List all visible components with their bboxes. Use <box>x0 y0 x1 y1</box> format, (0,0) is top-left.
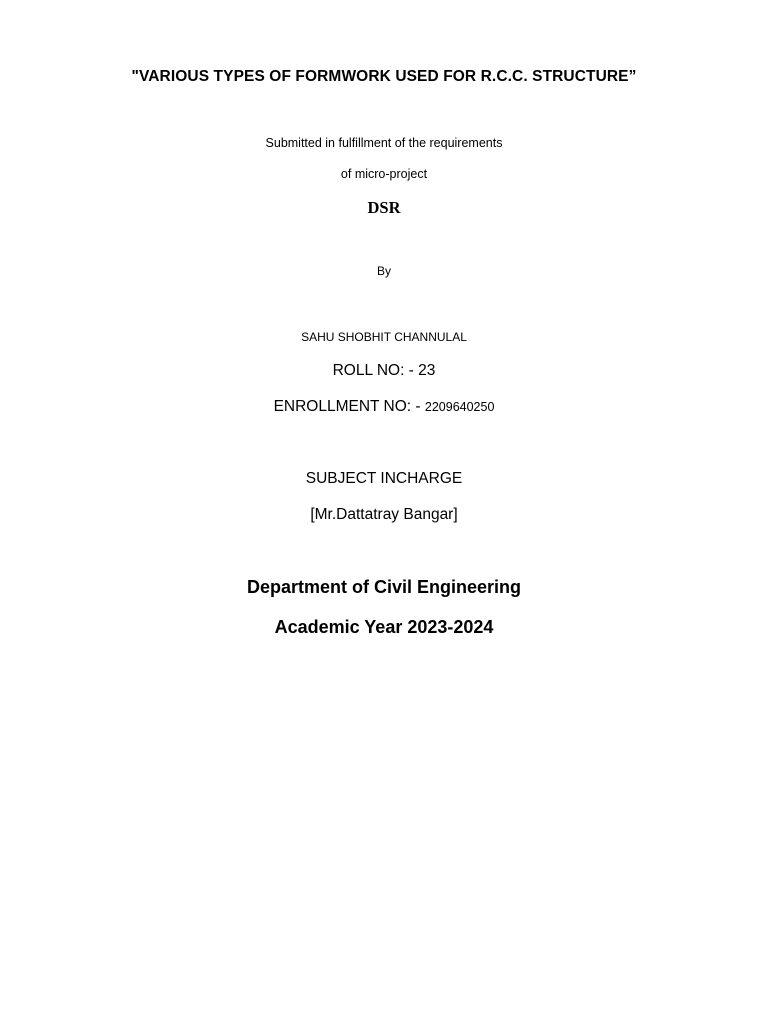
subject-incharge-name: [Mr.Dattatray Bangar] <box>310 506 458 523</box>
project-title: "VARIOUS TYPES OF FORMWORK USED FOR R.C.C. STRUCTURE” <box>131 68 637 85</box>
micro-project-line: of micro-project <box>340 167 428 181</box>
submission-statement: Submitted in fulfillment of the requirements <box>265 136 503 150</box>
by-label: By <box>376 264 391 278</box>
department-name: Department of Civil Engineering <box>246 577 522 597</box>
enrollment-line <box>0 398 768 416</box>
roll-number: ROLL NO: - 23 <box>332 362 436 379</box>
student-name: SAHU SHOBHIT CHANNULAL <box>301 330 467 344</box>
enrollment-label: ENROLLMENT NO: - <box>273 398 421 415</box>
academic-year: Academic Year 2023-2024 <box>274 617 494 637</box>
subject-code: DSR <box>367 198 401 217</box>
enrollment-number: 2209640250 <box>424 400 495 414</box>
subject-incharge-label: SUBJECT INCHARGE <box>305 470 463 487</box>
